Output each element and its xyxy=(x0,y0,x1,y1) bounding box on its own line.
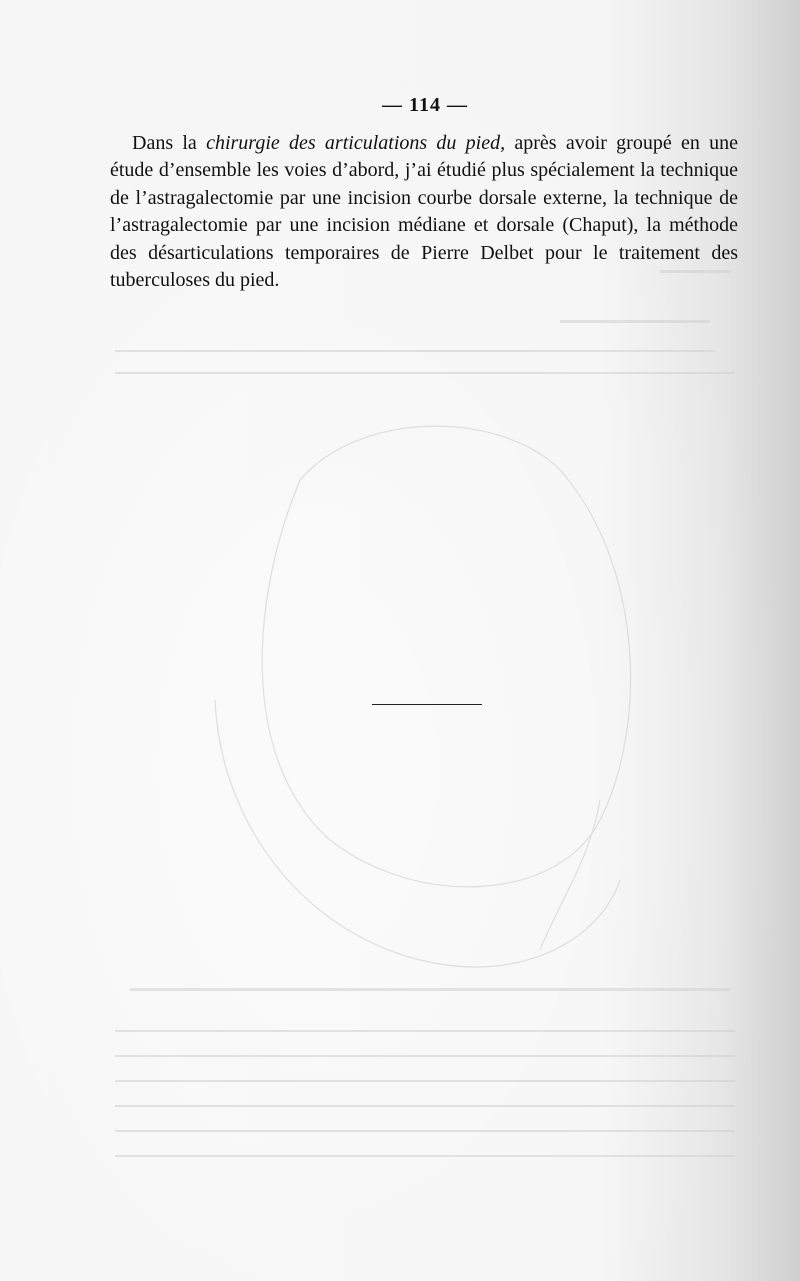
paragraph-emphasis: chirurgie des articulations du pied, xyxy=(206,132,506,154)
page-number: — 114 — xyxy=(382,94,468,116)
paragraph-rest: après avoir groupé en une étude d’ensemble les voies d’abord, j’ai étudié plus spécialement la technique de l’astragalectomie par une incision courbe dorsale externe, la technique de l’astragalectomie par une incision médiane et dorsale (Chaput), la méthode des désarticulations temporaires de Pierre Delbet pour le traitement des tuberculoses du pied. xyxy=(110,132,738,292)
paragraph-intro: Dans la xyxy=(132,132,207,154)
section-divider-rule xyxy=(372,704,482,705)
body-paragraph xyxy=(110,130,738,294)
